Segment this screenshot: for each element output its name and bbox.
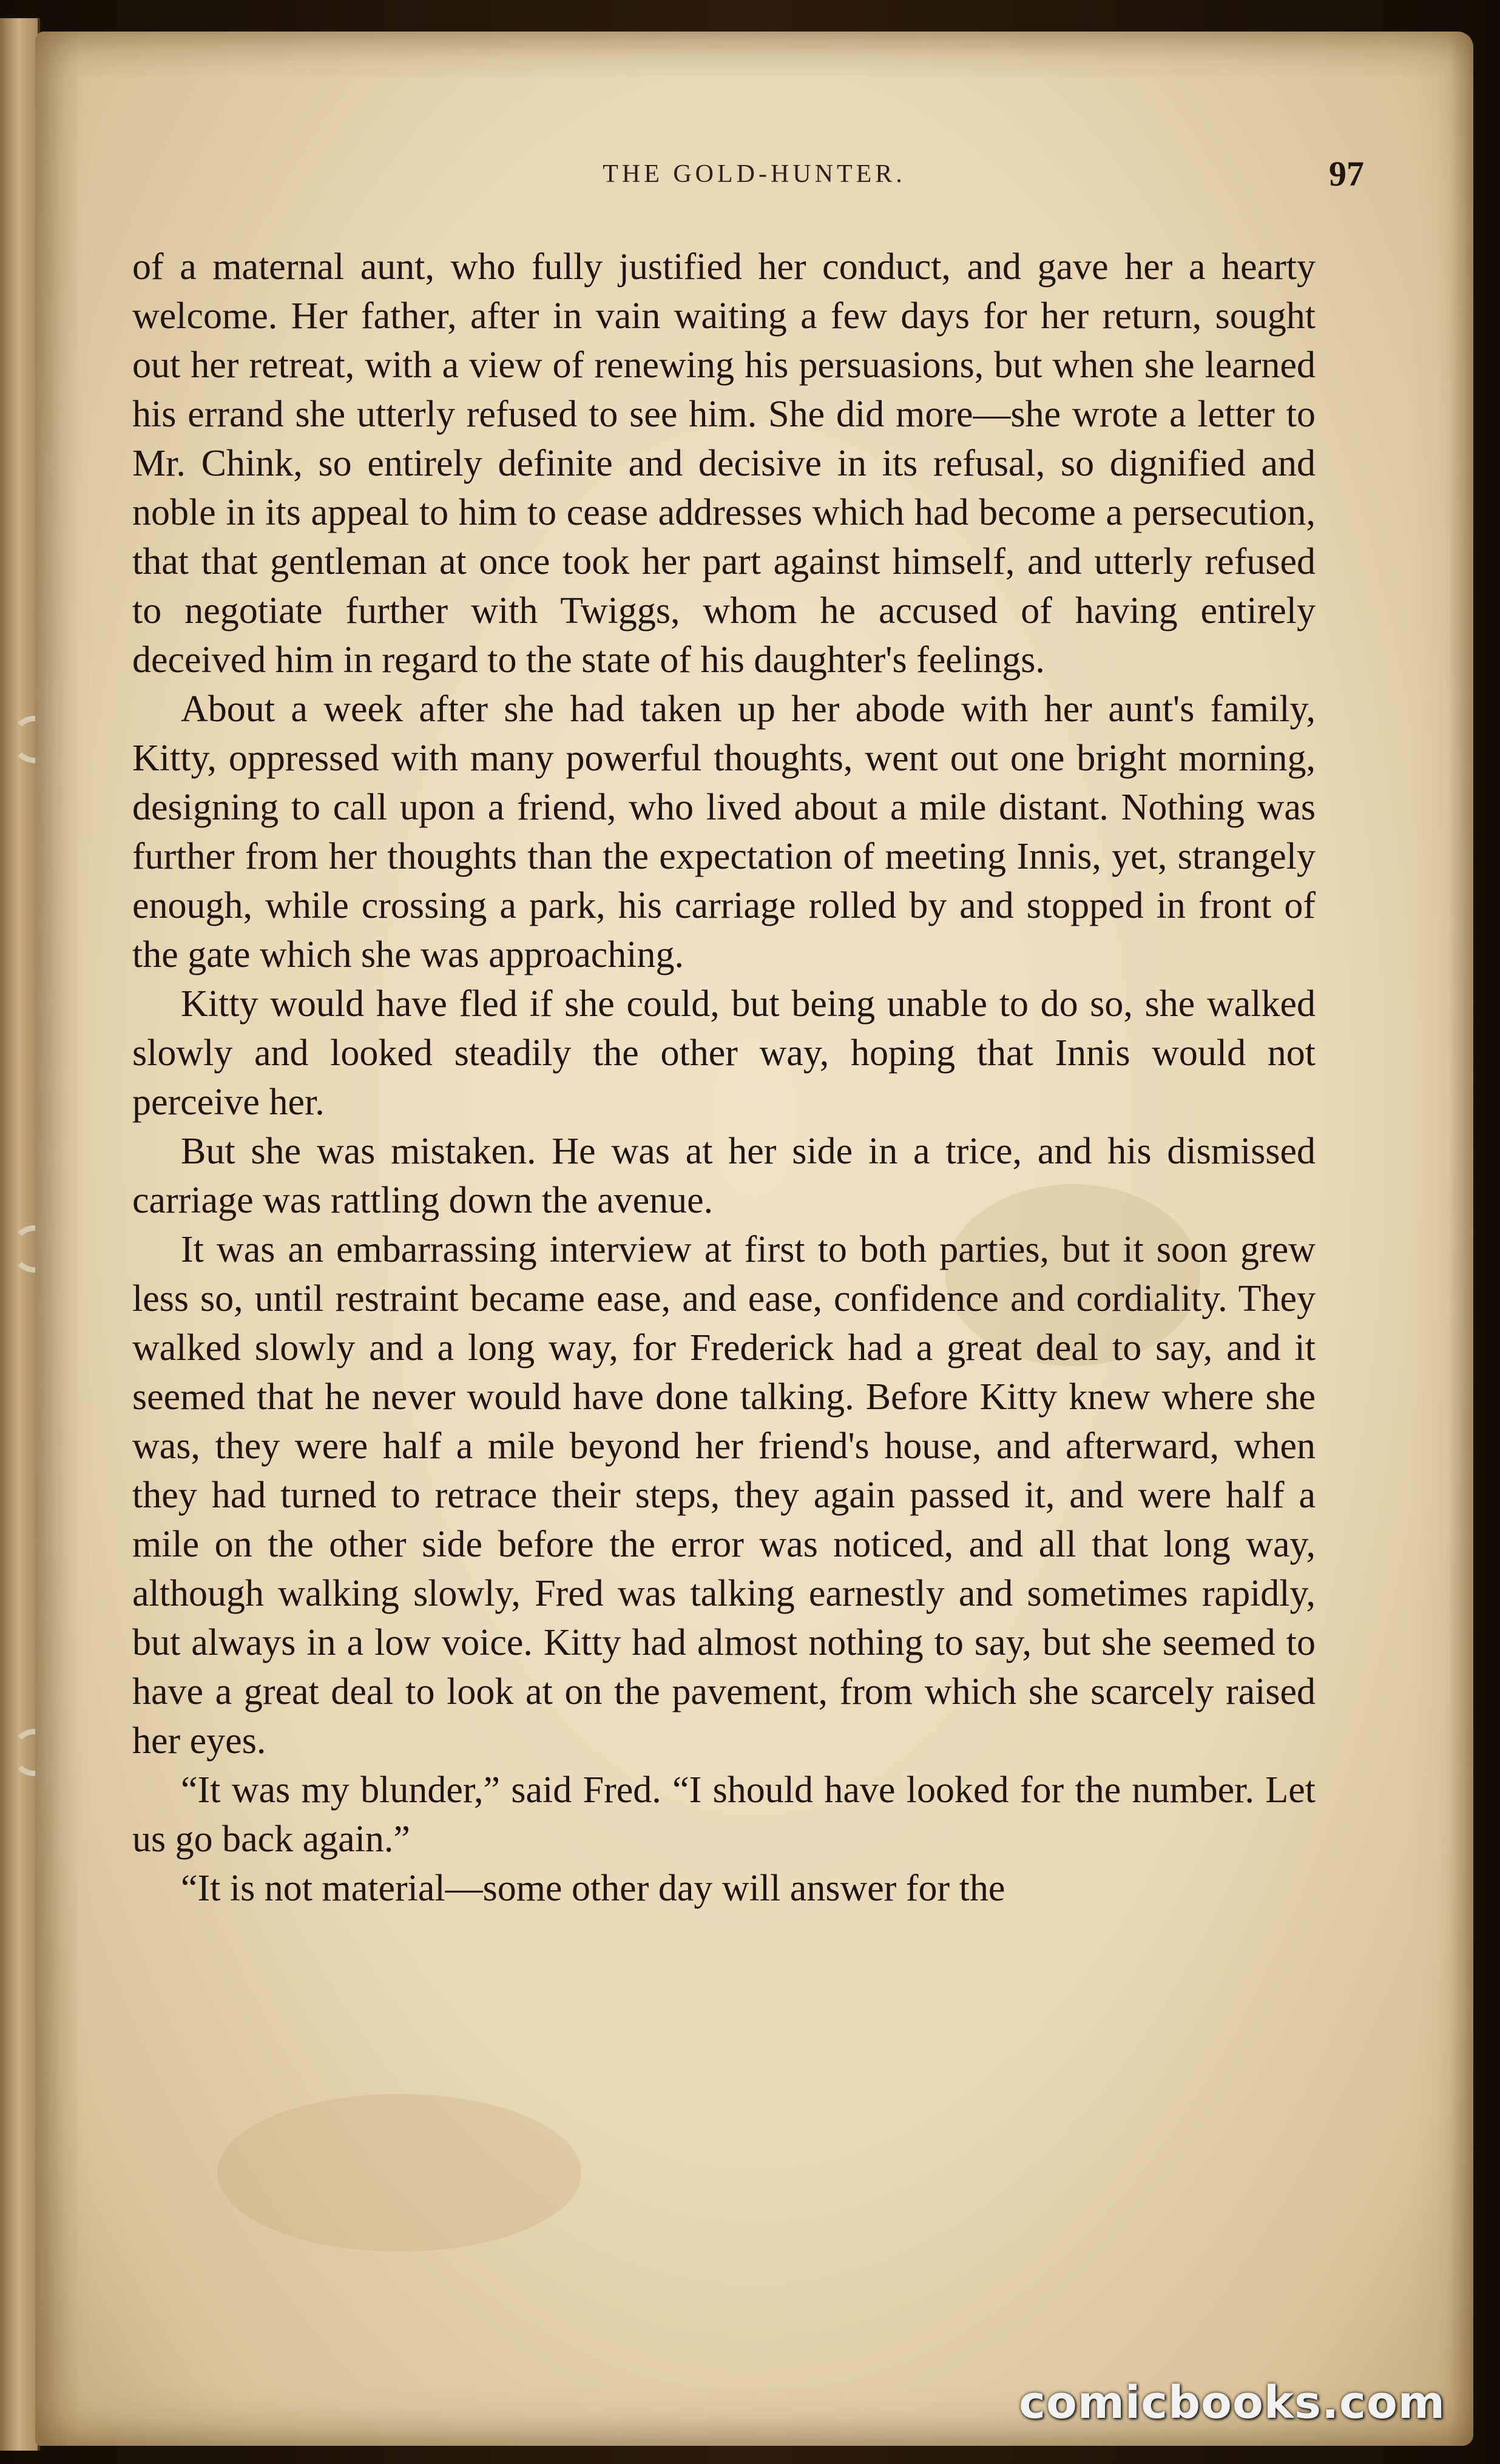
page-stain <box>217 2094 581 2252</box>
paragraph: “It is not material—some other day will answer for the <box>181 1868 1005 1909</box>
paragraph: But she was mistaken. He was at her side in a trice, and his dismissed carriage was rattling down the avenue. <box>132 1131 1316 1221</box>
paragraph: It was an embarrassing interview at first to both parties, but it soon grew less so, until restraint became ease, and ease, confidence and cordiality. They walked slowly and a long way, for Frederick had a great deal to say, and it seemed that he never would have done talking. Before Kitty knew where she was, they were half a mile beyond her friend's house, and afterward, when they had turned to retrace their steps, they again passed it, and were half a mile on the other side before the error was noticed, and all that long way, although walking slowly, Fred was talking earnestly and sometimes rapidly, but always in a low voice. Kitty had almost nothing to say, but she seemed to have a great deal to look at on the pavement, from which she scarcely raised her eyes. <box>132 1229 1316 1762</box>
page-number: 97 <box>1329 154 1364 194</box>
watermark: comicbooks.com <box>1019 2377 1445 2429</box>
paragraph: of a maternal aunt, who fully justified her conduct, and gave her a hearty welcome. Her father, after in vain waiting a few days for her return, sought out her retreat, with a view of renewing his persuasions, but when she learned his errand she utterly refused to see him. She did more—she wrote a letter to Mr. Chink, so entirely definite and decisive in its refusal, so dignified and noble in its appeal to him to cease addresses which had become a persecution, that that gentleman at once took her part against himself, and utterly refused to negotiate further with Twiggs, whom he accused of having entirely deceived him in regard to the state of his daughter's feelings. <box>132 246 1316 681</box>
body-text <box>132 243 1316 1913</box>
page-header <box>144 147 1364 201</box>
paragraph: “It was my blunder,” said Fred. “I should have looked for the number. Let us go back again.” <box>132 1769 1316 1860</box>
page-edge-shadow <box>1449 32 1473 2446</box>
paragraph: Kitty would have fled if she could, but being unable to do so, she walked slowly and looked steadily the other way, hoping that Innis would not perceive her. <box>132 983 1316 1123</box>
running-head: THE GOLD-HUNTER. <box>603 160 906 188</box>
paragraph: About a week after she had taken up her abode with her aunt's family, Kitty, oppressed with many powerful thoughts, went out one bright morning, designing to call upon a friend, who lived about a mile distant. Nothing was further from her thoughts than the expectation of meeting Innis, yet, strangely enough, while crossing a park, his carriage rolled by and stopped in front of the gate which she was approaching. <box>132 688 1316 975</box>
facing-page-edge <box>0 18 40 2451</box>
